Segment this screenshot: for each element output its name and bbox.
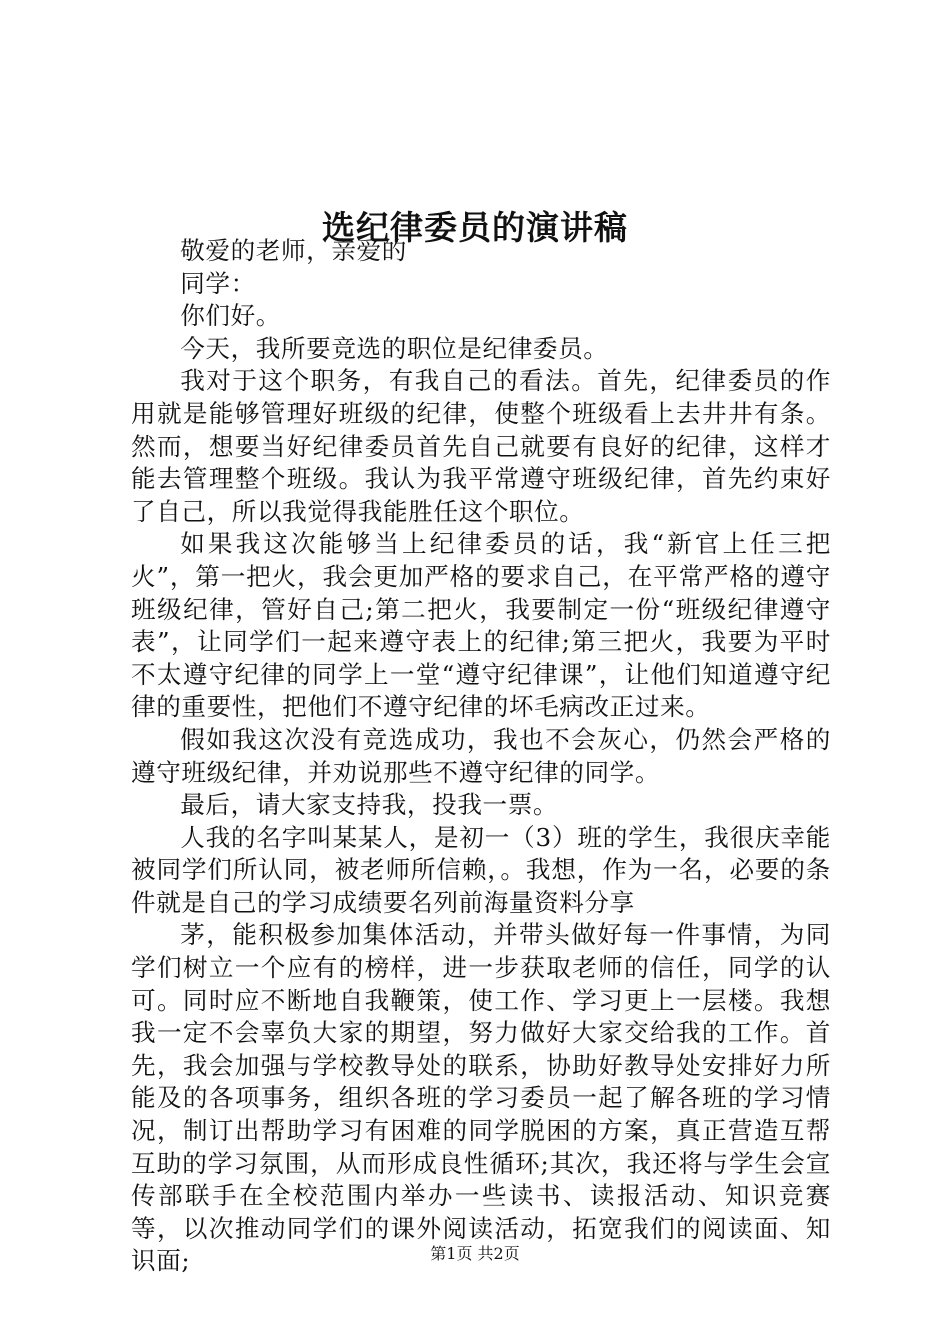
paragraph-closing: 最后，请大家支持我，投我一票。 — [180, 790, 559, 820]
paragraph-plan: 如果我这次能够当上纪律委员的话，我“新官上任三把火”，第一把火，我会更加严格的要求自己，在平常严格的遵守班级纪律，管好自己;第二把火，我要制定一份“班级纪律遵守表”，让同学们一起来遵守表上的纪律;第三把火，我要为平时不太遵守纪律的同学上一堂“遵守纪律课”，让他们知道遵守纪律的重要性，把他们不遵守纪律的坏毛病改正过来。 — [131, 529, 831, 722]
paragraph-duties: 茅，能积极参加集体活动，并带头做好每一件事情，为同学们树立一个应有的榜样，进一步获取老师的信任，同学的认可。同时应不断地自我鞭策，使工作、学习更上一层楼。我想我一定不会辜负大家的期望，努力做好大家交给我的工作。首先，我会加强与学校教导处的联系，协助好教导处安排好力所能及的各项事务，组织各班的学习委员一起了解各班的学习情况，制订出帮助学习有困难的同学脱困的方案，真正营造互帮互助的学习氛围，从而形成良性循环;其次，我还将与学生会宣传部联手在全校范围内举办一些读书、读报活动、知识竞赛等，以次推动同学们的课外阅读活动，拓宽我们的阅读面、知识面; — [131, 920, 831, 1276]
paragraph-greeting: 敬爱的老师，亲爱的 — [180, 236, 407, 265]
paragraph-greeting-cont: 同学： — [180, 268, 256, 298]
page-number-footer: 第1页 共2页 — [430, 1244, 520, 1263]
paragraph-if-fail: 假如我这次没有竞选成功，我也不会灰心，仍然会严格的遵守班级纪律，并劝说那些不遵守纪律的同学。 — [131, 724, 831, 787]
paragraph-position: 今天，我所要竞选的职位是纪律委员。 — [180, 333, 609, 363]
document-title: 选纪律委员的演讲稿 — [322, 208, 628, 248]
paragraph-hello: 你们好。 — [180, 301, 281, 331]
paragraph-intro: 人我的名字叫某某人，是初一（3）班的学生，我很庆幸能被同学们所认同，被老师所信赖，。我想，作为一名，必要的条件就是自己的学习成绩要名列前海量资料分享 — [131, 822, 831, 917]
paragraph-view: 我对于这个职务，有我自己的看法。首先，纪律委员的作用就是能够管理好班级的纪律，使整个班级看上去井井有条。然而，想要当好纪律委员首先自己就要有良好的纪律，这样才能去管理整个班级。我认为我平常遵守班级纪律，首先约束好了自己，所以我觉得我能胜任这个职位。 — [131, 366, 831, 526]
document-body — [131, 235, 831, 1278]
